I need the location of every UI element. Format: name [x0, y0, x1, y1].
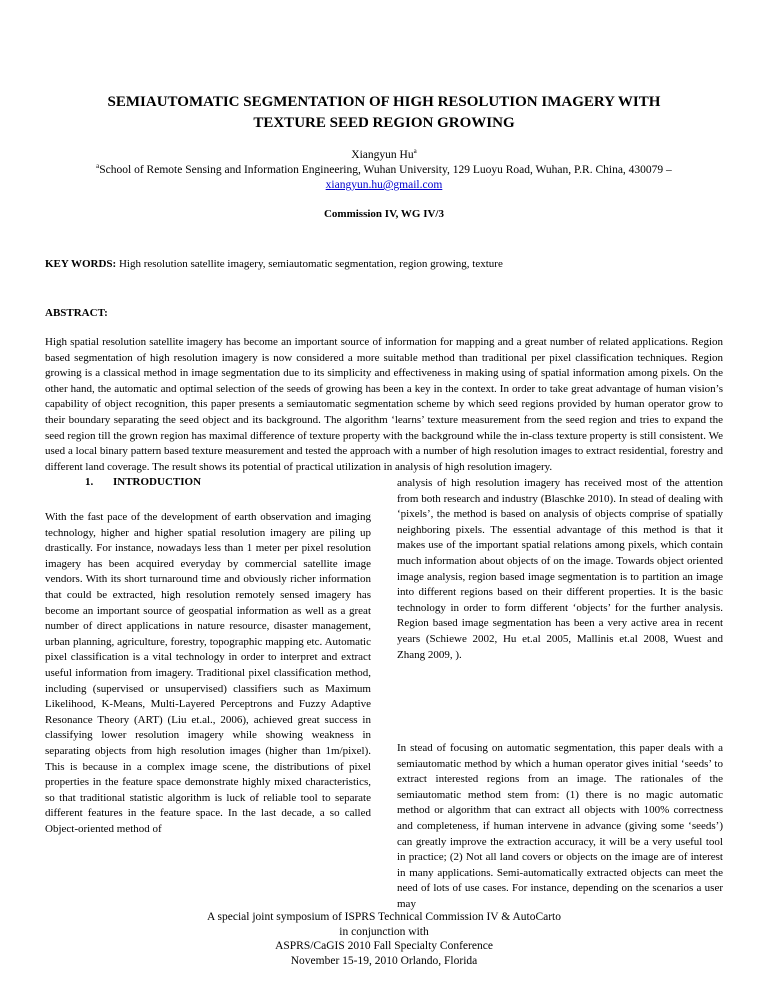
intro-paragraph-left: With the fast pace of the development of earth observation and imaging technology, higher and higher spatial resolution imagery are piling up drastically. For instance, nowadays less than 1 meter per pixel resolution imagery has been acquired everyday by commercial satellite image vendors. With its short turnaround time and obviously richer information that could be extracted, high resolution remotely sensed imagery has become an important source of geospatial information as well as a great number of direct applications in nature resource, disaster management, urban planning, agriculture, forestry, topographic mapping etc. Automatic pixel classification is a vital technology in order to interpret and extract useful information from imagery. Traditional pixel classification method, including (supervised or unsupervised) classifiers such as Maximum Likelihood, K-Means, Multi-Layered Perceptrons and Fuzzy Adaptive Resonance Theory (ART) (Liu et.al., 2006), achieved great success in classifying lower resolution imagery while showing weakness in separating objects from high resolution images (higher than 1m/pixel). This is because in a complex image scene, the distributions of pixel properties in the feature space demonstrate highly mixed characteristics, so that traditional statistic algorithm is luck of reliable tool to separate different features in the feature space. In the last decade, a so called Object-oriented method of — [45, 511, 371, 835]
affiliation-mark: a — [96, 162, 100, 171]
intro-paragraph-right-1: analysis of high resolution imagery has received most of the attention from both research and industry (Blaschke 2010). In stead of dealing with ‘pixels’, the method is based on analysis of objects comprise of spatially neighboring pixels. The essential advantage of this method is that it makes use of the important spatial relations among pixels, which contain much information about objects of on the image. Towards object oriented image analysis, region based image segmentation is to partition an image into different regions based on their different properties. It is the basic technology in order to form different ‘objects’ for the further analysis. Region based image segmentation has been a very active area in recent years (Schiewe 2002, Hu et.al 2005, Mallinis et.al 2008, Wuest and Zhang 2009, ). — [397, 477, 723, 661]
author-affiliation-mark: a — [413, 147, 417, 156]
section-number: 1. — [85, 476, 94, 488]
footer-line-2: in conjunction with — [339, 925, 429, 938]
author-email-link[interactable]: xiangyun.hu@gmail.com — [325, 179, 443, 191]
affiliation — [64, 163, 704, 178]
abstract-heading: ABSTRACT: — [45, 307, 108, 319]
footer-line-4: November 15-19, 2010 Orlando, Florida — [290, 954, 478, 967]
page-footer — [0, 910, 768, 968]
abstract-body: High spatial resolution satellite imagery has become an important source of information for mapping and a great number of related applications. Region based segmentation of high resolution imagery is now considered a more suitable method than traditional per pixel classification techniques. Region growing is a classical method in image segmentation due to its simplicity and effectiveness in making using of spatial information among pixels. On the other hand, the automatic and optimal selection of the seeds of growing has been a key in the context. In order to take great advantage of human vision’s capability of object recognition, this paper presents a semiautomatic segmentation scheme by which seed regions provided by human operator grow to their boundary separating the seed object and its background. The algorithm ‘learns’ texture measurement from the seed region and tries to expand the seed region till the grown region has maximal difference of texture property with the background while the in-class texture property is still consistent. We used a local binary pattern based texture measurement and tested the approach with a number of high resolution images to extract residential, forestry and different land coverage. The result shows its potential of practical utilization in analysis of high resolution imagery. — [45, 336, 723, 473]
footer-line-1: A special joint symposium of ISPRS Technical Commission IV & AutoCarto — [207, 911, 561, 923]
intro-paragraph-right-2: In stead of focusing on automatic segmentation, this paper deals with a semiautomatic method by which a human operator gives initial ‘seeds’ to extract interested regions from an image. The rationales of the semiautomatic method stem from: (1) there is no magic automatic method or algorithm that can extract all objects with 100% correctness and completeness, if human intervene in advance (giving some ‘seeds’) can greatly improve the extraction accuracy, it will be a very useful tool in practice; (2) Not all land covers or objects on the image are of interest in many applications. Semi-automatically extracted objects can meet the need of lots of use cases. For instance, depending on the scenarios a user may — [397, 742, 723, 910]
keywords — [45, 257, 725, 271]
author-line — [0, 148, 768, 163]
email-line — [0, 178, 768, 193]
commission-line: Commission IV, WG IV/3 — [323, 208, 444, 220]
affiliation-text: School of Remote Sensing and Information Engineering, Wuhan University, 129 Luoyu Road, Wuhan, P.R. China, 430079 – — [99, 164, 672, 176]
keywords-label: KEY WORDS: — [45, 258, 117, 270]
section-title: INTRODUCTION — [113, 476, 202, 488]
paper-title: SEMIAUTOMATIC SEGMENTATION OF HIGH RESOLUTION IMAGERY WITH TEXTURE SEED REGION GROWING — [107, 94, 661, 131]
keywords-text: High resolution satellite imagery, semiautomatic segmentation, region growing, texture — [116, 258, 503, 270]
author-name: Xiangyun Hu — [351, 149, 414, 161]
footer-line-3: ASPRS/CaGIS 2010 Fall Specialty Conference — [275, 940, 493, 952]
section-heading — [85, 476, 201, 488]
